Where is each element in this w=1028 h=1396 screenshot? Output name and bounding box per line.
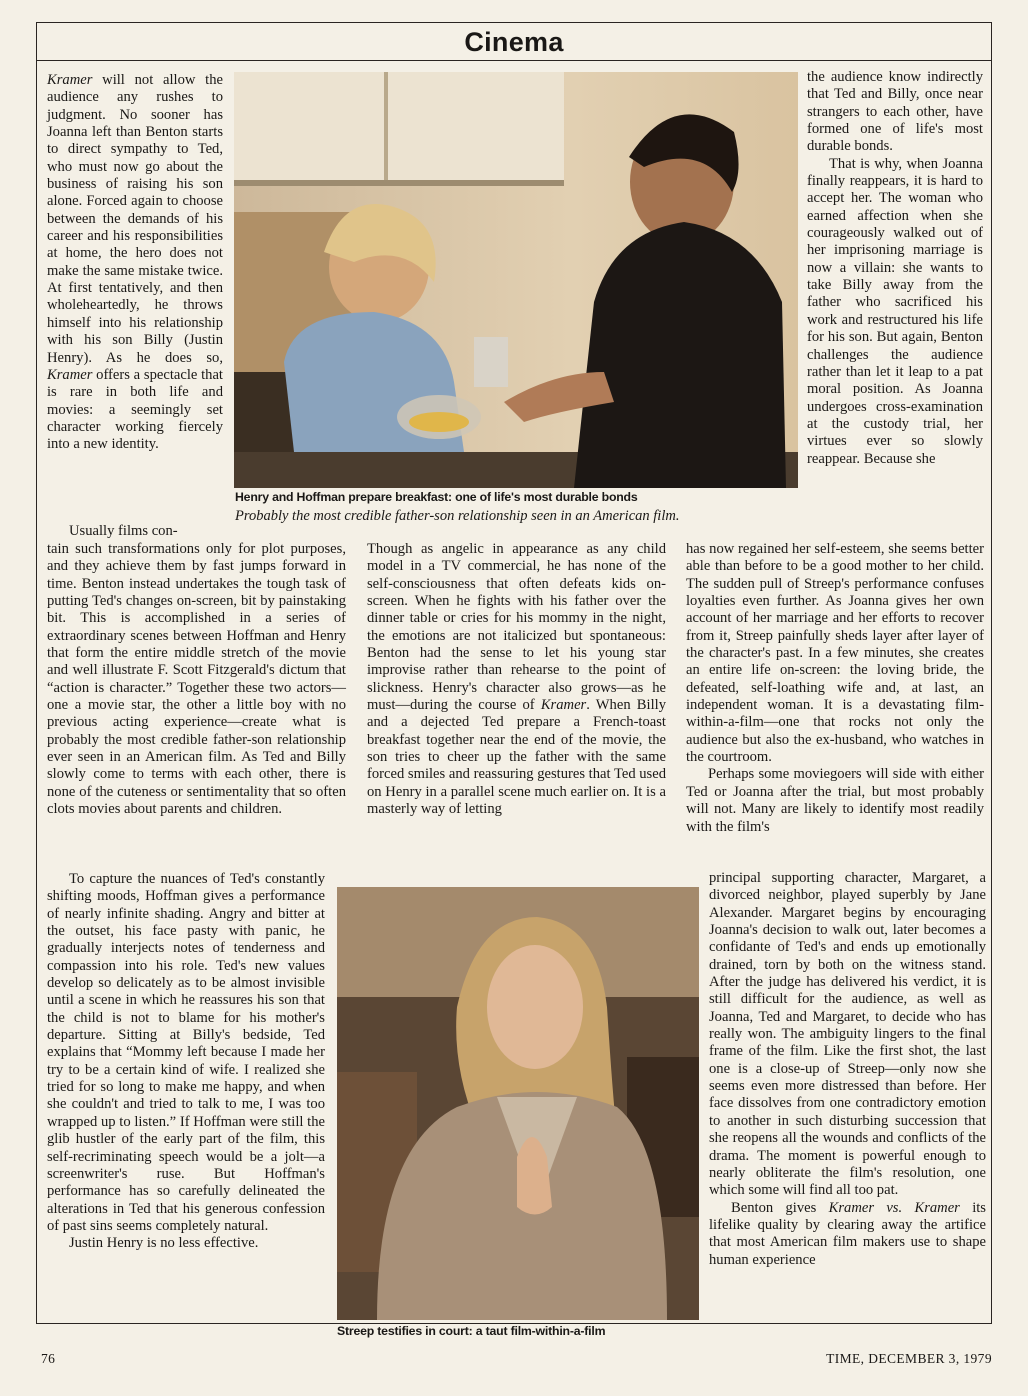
paragraph: the audience know indirectly that Ted and Billy, once near strangers to each other, have formed one of life's most durable bonds. — [807, 69, 983, 155]
article-col1-bottom — [47, 871, 325, 1253]
paragraph: Though as angelic in appearance as any child model in a TV commercial, he has none of the self-consciousness that often defeats kids on-screen. When he fights with his father over the dinner table or cries for his mommy in the night, the emotions are not italicized but spontaneous: Benton had the sense to let his young star improvise rather than rehearse to the point of slickness. Henry's character also grows—as he must—during the course of — [367, 541, 666, 714]
paragraph: offers a spectacle that is rare in both life and movies: a seemingly set character working fiercely into a new identity. — [47, 366, 223, 453]
article-col2-mid — [367, 541, 666, 819]
courtroom-caption: Streep testifies in court: a taut film-within-a-film — [337, 1324, 606, 1338]
article-col3-bottom — [709, 870, 986, 1269]
paragraph: will not allow the audience any rushes to judgment. No sooner has Joanna left than Benton starts to direct sympathy to Ted, who must now go about the business of raising his son alone. Forced again to choose between the demands of his career and his responsibilities at home, the hero does not make the same mistake twice. At first tentatively, and then wholeheartedly, he throws himself into his relationship with his son Billy (Justin Henry). As he does so, — [47, 72, 223, 366]
breakfast-subcaption: Probably the most credible father-son relationship seen in an American film. — [235, 508, 680, 524]
section-title: Cinema — [464, 27, 564, 57]
page-number: 76 — [41, 1351, 56, 1366]
italic-title: Kramer vs. Kramer — [828, 1199, 960, 1216]
paragraph: . When Billy and a dejected Ted prepare a French-toast breakfast together near the end of the movie, the son tries to cheer up the father with the same forced smiles and reassuring gestures that Ted used on Henry in a parallel scene much earlier on. It is a masterly way of letting — [367, 697, 667, 818]
italic-title: Kramer — [47, 72, 93, 88]
italic-title: Kramer — [47, 366, 93, 383]
article-col3-mid — [686, 541, 984, 836]
article-col1-usually: Usually films con- — [69, 523, 178, 539]
article-col1-mid: tain such transformations only for plot purposes, and they achieve them by fast jumps forward in time. Benton instead undertakes the tough task of putting Ted's changes on-screen, bit by painstaking bit. This is accomplished in a series of extraordinary scenes between Hoffman and Henry that form the entire middle stretch of the movie and well illustrate F. Scott Fitzgerald's dictum that “action is character.” Together these two actors—one a movie star, the other a little boy with no previous acting experience—create what is probably the most credible father-son relationship ever seen in an American film. As Ted and Billy slowly come to terms with each other, there is none of the cuteness or sentimentality that so often clots movies about parents and children. — [47, 541, 346, 818]
article-col3-top — [807, 69, 983, 468]
breakfast-caption: Henry and Hoffman prepare breakfast: one of life's most durable bonds — [235, 490, 638, 504]
paragraph: To capture the nuances of Ted's constantly shifting moods, Hoffman gives a performance of nearly infinite shading. Angry and bitter at the outset, his face pasty with panic, he gradually interjects notes of tenderness and compassion into his role. Ted's new values develop so delicately as to be almost invisible until a scene in which he reassures his son that the child is not to blame for his mother's departure. Sitting at Billy's bedside, Ted explains that “Mommy left because I made her try to be a certain kind of wife. I realized she tried for so long to make me happy, and when she couldn't and tried to talk to me, I was too wrapped up to listen.” If Hoffman were still the glib hustler of the early part of the film, this self-recriminating speech would be a jolt—a screenwriter's ruse. But Hoffman's performance has so carefully delineated the alterations in Ted that his generous confession of past sins seems completely natural. — [47, 871, 325, 1234]
paragraph: its lifelike quality by clearing away the artifice that most American film makers use to shape human experience — [709, 1199, 986, 1268]
paragraph: has now regained her self-esteem, she seems better able than before to be a good mother to her child. The sudden pull of Streep's performance confuses loyalties even further. As Joanna gives her own account of her marriage and her efforts to recover from it, Streep painfully sheds layer after layer of the character's past. In a few minutes, she creates an entire life on-screen: the loving bride, the defeated, self-loathing wife and, at last, an independent woman. It is a devastating film-within-a-film—one that rocks not only the audience but also the ex-husband, who watches in the courtroom. — [686, 541, 984, 766]
courtroom-photo — [337, 887, 699, 1320]
italic-title: Kramer — [540, 697, 587, 714]
paragraph: Benton gives — [731, 1199, 817, 1216]
breakfast-photo-image — [234, 72, 798, 488]
paragraph: principal supporting character, Margaret, a divorced neighbor, played superbly by Jane Alexander. Margaret begins by encouraging Joanna's decision to walk out, later becomes a confidante of Ted's and ends up emotionally drained, torn by both on the witness stand. After the judge has delivered his verdict, it is still difficult for the audience, as well as Joanna, Ted and Margaret, to decide who has really won. The ambiguity lingers to the final frame of the film. Like the first shot, the last one is a close-up of Streep—only now she seems even more distressed than before. Her face dissolves from one contradictory emotion to another in such disturbing succession that she reopens all the wounds and conflicts of the drama. The moment is powerful enough to nearly obliterate the film's resolution, one which some will find all too pat. — [709, 870, 986, 1199]
issue-line: TIME, DECEMBER 3, 1979 — [826, 1351, 992, 1366]
paragraph: Perhaps some moviegoers will side with either Ted or Joanna after the trial, but most probably will not. Many are likely to identify most readily with the film's — [686, 766, 984, 835]
header-rule — [36, 60, 992, 61]
paragraph: That is why, when Joanna finally reappears, it is hard to accept her. The woman who earned affection when she courageously walked out of her imprisoning marriage is now a villain: she wants to take Billy away from the father who sacrificed his work and restructured his life for his son. But again, Benton challenges the audience rather than let it leap to a pat moral position. As Joanna undergoes cross-examination at the custody trial, her virtues ever so slowly reappear. Because she — [807, 155, 983, 467]
courtroom-photo-image — [337, 887, 699, 1320]
breakfast-photo — [234, 72, 798, 488]
article-col1-top — [47, 72, 223, 454]
paragraph: Justin Henry is no less effective. — [69, 1235, 259, 1252]
